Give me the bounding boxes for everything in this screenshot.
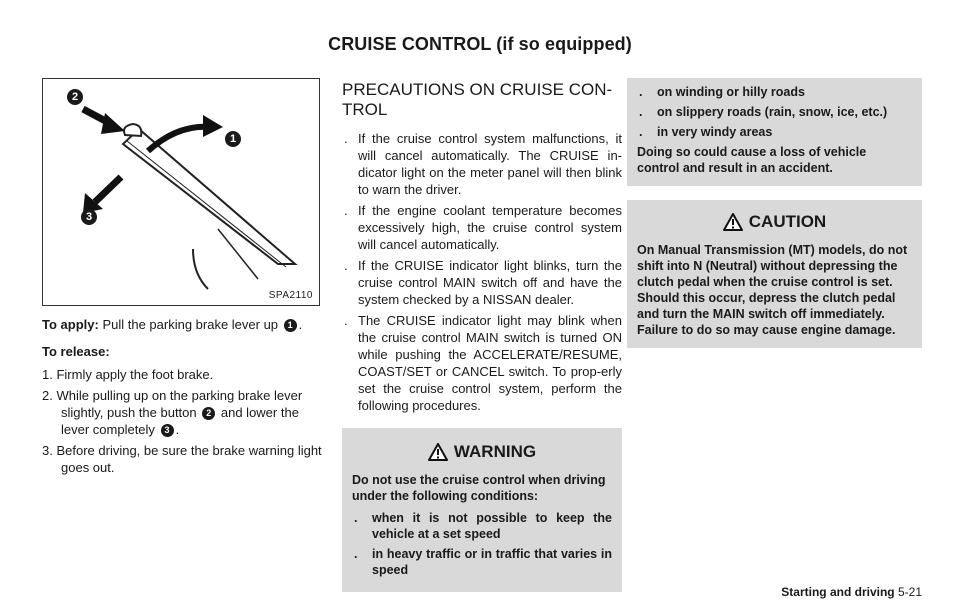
list-item [342,202,622,253]
bullet-text: in very windy areas [657,125,773,139]
list-item [342,130,622,198]
caution-box [627,200,922,348]
release-label: To release: [42,344,110,359]
parking-brake-figure [42,78,320,306]
step-number: 1. [42,367,53,382]
step-text: Firmly apply the foot brake. [56,367,214,382]
list-item [42,442,322,476]
precautions-list [342,130,622,414]
list-item [637,104,912,120]
callout-3-icon: 3 [81,209,97,225]
warning-closing: Doing so could cause a loss of vehicle control and result in an accident. [637,145,867,175]
bullet-icon: . [639,85,643,99]
step-text: and lower the lever completely [61,405,299,437]
callout-2-icon: 2 [67,89,83,105]
step-text: While pulling up on the parking brake lever slightly, push the button [56,388,303,420]
list-item [342,312,622,414]
middle-column [342,78,622,592]
bullet-text: If the engine coolant temperature becomes excessively high, the cruise control system will cancel automatically. [358,203,622,252]
bullet-icon: . [354,511,358,525]
section-heading: PRECAUTIONS ON CRUISE CON-TROL [342,80,613,119]
bullet-icon: . [639,125,643,139]
step-number: 2. [42,388,53,403]
callout-1-icon: 1 [225,131,241,147]
right-column [627,78,922,348]
bullet-text: in heavy traffic or in traffic that varies in speed [372,547,612,577]
bullet-text: on slippery roads (rain, snow, ice, etc.) [657,105,888,119]
list-item [342,257,622,308]
list-item [637,124,912,140]
page-number: 5-21 [897,585,922,599]
list-item [42,366,322,383]
caution-title [637,212,912,232]
step-text: Before driving, be sure the brake warning light goes out. [56,443,322,475]
callout-3-icon: 3 [161,424,174,437]
parking-brake-lever-illustration [43,79,321,307]
list-item [352,510,612,542]
release-steps [42,366,322,476]
list-item [352,546,612,578]
caution-title-text: CAUTION [748,212,827,231]
callout-1-icon: 1 [284,319,297,332]
left-column [42,78,322,480]
bullet-text: when it is not possible to keep the vehicle at a set speed [372,511,612,541]
bullet-icon: . [639,105,643,119]
warning-list [352,510,612,578]
bullet-icon: . [354,547,358,561]
callout-2-icon: 2 [202,407,215,420]
caution-text: On Manual Transmission (MT) models, do not shift into N (Neutral) without depressing the clutch pedal when the cruise control is set. Should this occur, depress the clutch pedal and turn the MAIN switch off immediately. Failure to do so may cause engine damage. [637,243,908,337]
list-item: 2. While pulling up on the parking brake lever slightly, push the button 2 and lower the lever completely 3 . [42,388,303,437]
bullet-icon: . [344,313,348,328]
apply-text: Pull the parking brake lever up [102,317,279,332]
apply-label: To apply: [42,317,99,332]
warning-continued-box [627,78,922,186]
warning-icon [428,443,448,461]
page-footer [781,585,922,599]
footer-section: Starting and driving [781,585,895,599]
bullet-text: If the CRUISE indicator light blinks, turn the cruise control MAIN switch off and have the system checked by a NISSAN dealer. [358,258,622,307]
bullet-icon: . [344,258,348,273]
bullet-text: The CRUISE indicator light may blink when the cruise control MAIN switch is turned ON while pushing the ACCELERATE/RESUME, COAST/SET or CANCEL switch. To prop-erly set the cruise control system, perform the following procedures. [358,313,622,413]
warning-title-text: WARNING [453,442,537,461]
caution-icon [723,213,743,231]
list-item [637,84,912,100]
bullet-text: If the cruise control system malfunctions, it will cancel automatically. The CRUISE in-dicator light on the meter panel will then blink to warn the driver. [358,131,622,197]
warning-intro: Do not use the cruise control when driving under the following conditions: [352,473,606,503]
warning-box [342,428,622,592]
figure-code: SPA2110 [268,290,313,301]
warning-title [352,442,612,462]
apply-paragraph: To apply: Pull the parking brake lever up 1 . [42,317,303,332]
page-title: CRUISE CONTROL (if so equipped) [328,34,632,54]
bullet-icon: . [344,131,348,146]
warning-continued-list [637,84,912,140]
step-number: 3. [42,443,53,458]
bullet-icon: . [344,203,348,218]
bullet-text: on winding or hilly roads [657,85,805,99]
